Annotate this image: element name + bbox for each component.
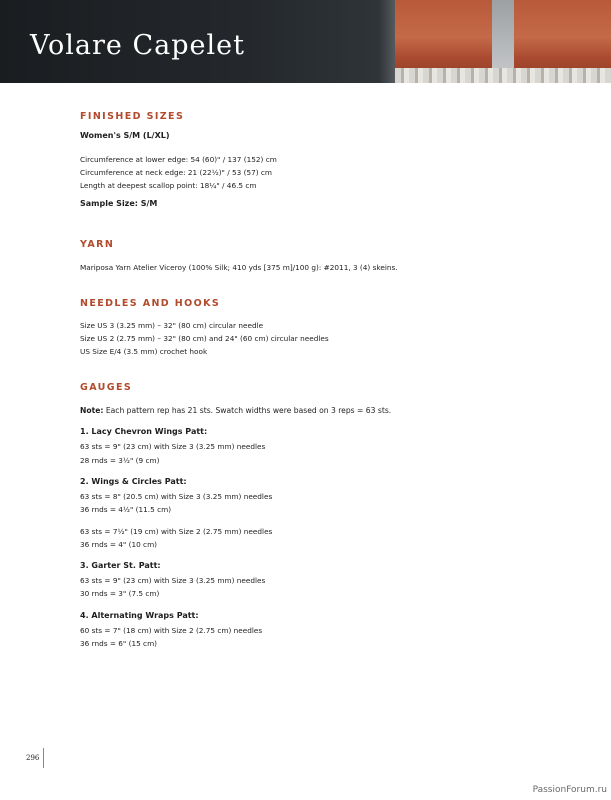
gauge-line: 36 rnds = 4" (10 cm) xyxy=(80,540,158,549)
gauge-line: 36 rnds = 6" (15 cm) xyxy=(80,639,158,648)
gauge-note xyxy=(80,406,391,415)
gauges-heading: GAUGES xyxy=(80,382,133,393)
gauge-line: 63 sts = 9" (23 cm) with Size 3 (3.25 mm) needles xyxy=(80,442,266,451)
header-banner xyxy=(0,0,611,83)
wings-title: 2. Wings & Circles Patt: xyxy=(80,477,187,486)
gauge-line: 30 rnds = 3" (7.5 cm) xyxy=(80,589,160,598)
sample-size: Sample Size: S/M xyxy=(80,199,158,208)
needle-line: Size US 2 (2.75 mm) – 32" (80 cm) and 24" (60 cm) circular needles xyxy=(80,334,329,343)
gauge-note-label: Note: xyxy=(80,406,104,415)
gauge-line: 63 sts = 7½" (19 cm) with Size 2 (2.75 mm) needles xyxy=(80,527,273,536)
lacy-title: 1. Lacy Chevron Wings Patt: xyxy=(80,427,208,436)
garter-title: 3. Garter St. Patt: xyxy=(80,561,161,570)
page-number-rule xyxy=(43,748,44,768)
watermark: PassionForum.ru xyxy=(532,785,607,795)
needles-heading: NEEDLES AND HOOKS xyxy=(80,298,221,309)
finished-sizes-heading: FINISHED SIZES xyxy=(80,111,185,122)
size-label: Women's S/M (L/XL) xyxy=(80,131,170,140)
page-title: Volare Capelet xyxy=(30,30,245,61)
needle-line: US Size E/4 (3.5 mm) crochet hook xyxy=(80,347,208,356)
gauge-line: 60 sts = 7" (18 cm) with Size 2 (2.75 cm) needles xyxy=(80,626,263,635)
needle-line: Size US 3 (3.25 mm) – 32" (80 cm) circular needle xyxy=(80,321,264,330)
size-line: Circumference at neck edge: 21 (22½)" / 53 (57) cm xyxy=(80,168,273,177)
gauge-line: 28 rnds = 3½" (9 cm) xyxy=(80,456,160,465)
header-photo-strip xyxy=(395,68,611,83)
gauge-line: 63 sts = 9" (23 cm) with Size 3 (3.25 mm) needles xyxy=(80,576,266,585)
gauge-note-text: Each pattern rep has 21 sts. Swatch widths were based on 3 reps = 63 sts. xyxy=(105,406,392,415)
alternating-title: 4. Alternating Wraps Patt: xyxy=(80,611,199,620)
size-line: Length at deepest scallop point: 18¼" / 46.5 cm xyxy=(80,181,257,190)
yarn-heading: YARN xyxy=(80,239,115,250)
gauge-line: 63 sts = 8" (20.5 cm) with Size 3 (3.25 mm) needles xyxy=(80,492,273,501)
gauge-line: 36 rnds = 4½" (11.5 cm) xyxy=(80,505,172,514)
size-line: Circumference at lower edge: 54 (60)" / 137 (152) cm xyxy=(80,155,277,164)
yarn-line: Mariposa Yarn Atelier Viceroy (100% Silk; 410 yds [375 m]/100 g): #2011, 3 (4) skeins. xyxy=(80,263,398,272)
page-number: 296 xyxy=(26,754,40,762)
